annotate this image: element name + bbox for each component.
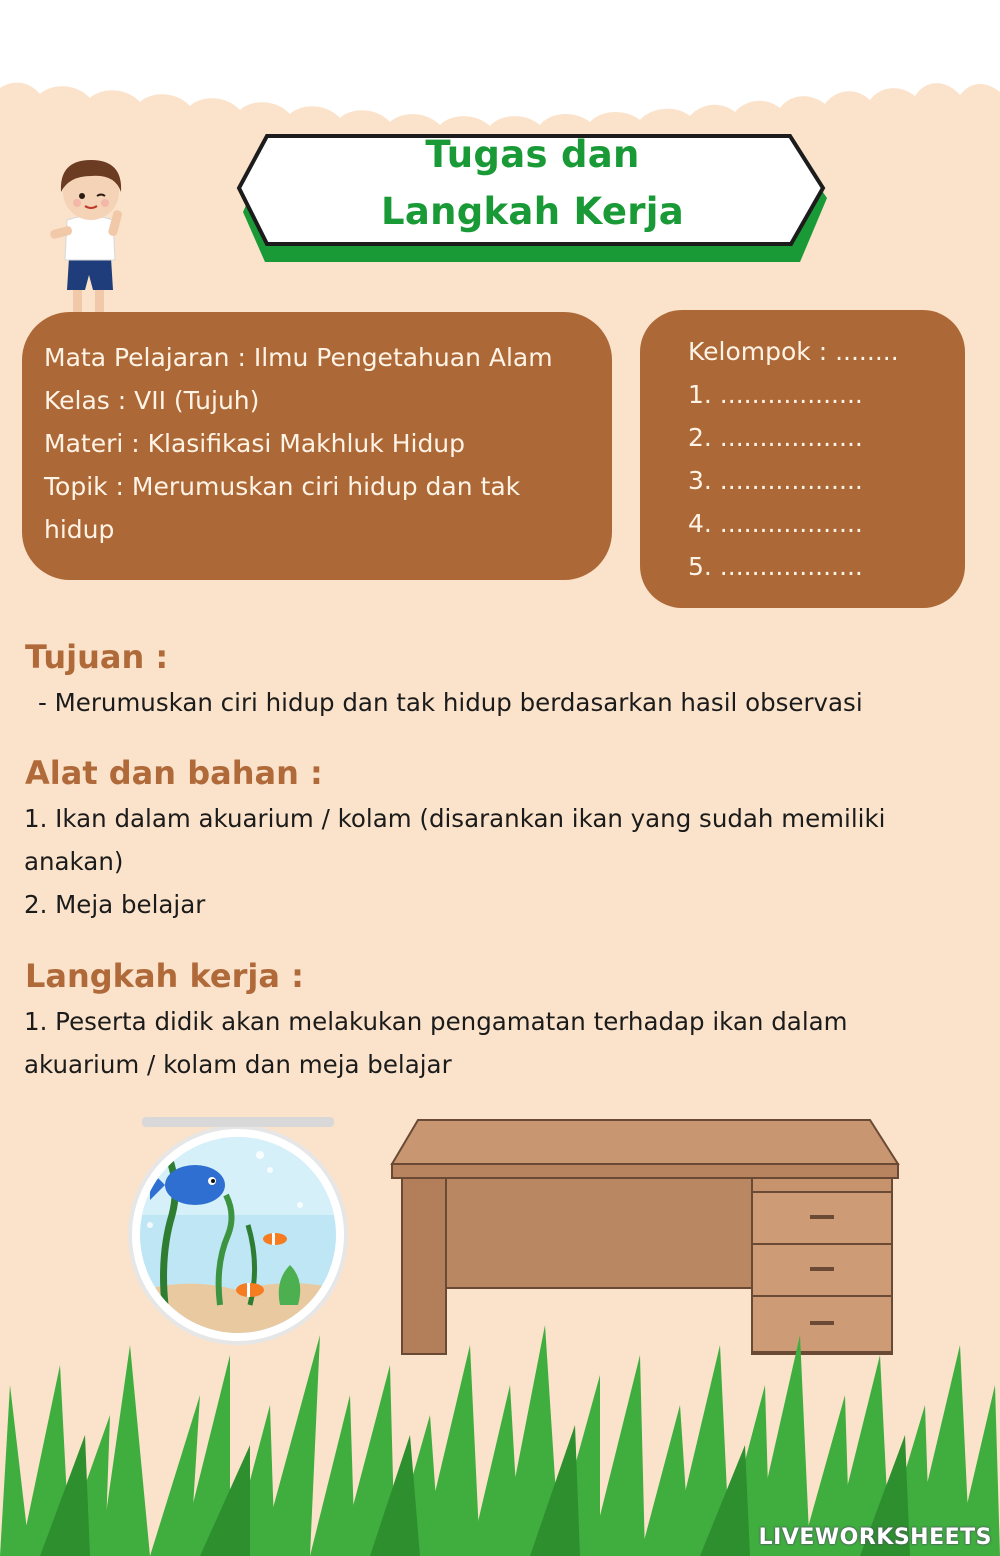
group-label: Kelompok : ........ [688,337,899,366]
topic-text-line1: Topik : Merumuskan ciri hidup dan tak [44,472,521,501]
materials-item-2: 2. Meja belajar [24,890,206,919]
goal-item: - Merumuskan ciri hidup dan tak hidup berdasarkan hasil observasi [38,688,863,717]
materials-heading: Alat dan bahan : [25,754,323,792]
cloud-border-icon [0,0,1000,140]
step-1-line1: 1. Peserta didik akan melakukan pengamatan terhadap ikan dalam [24,1007,848,1036]
class-text: Kelas : VII (Tujuh) [44,386,260,415]
group-member-1: 1. .................. [688,380,863,409]
step-1-line2: akuarium / kolam dan meja belajar [24,1050,452,1079]
steps-list [24,1000,984,1086]
group-box [640,310,965,608]
page-title-line2: Langkah Kerja [380,190,685,233]
goal-heading: Tujuan : [25,638,169,676]
fish-aquarium-icon [110,1115,365,1347]
materials-item-1-line2: anakan) [24,847,124,876]
watermark: LIVEWORKSHEETS [758,1525,992,1550]
group-member-3: 3. .................. [688,466,863,495]
page-title-line1: Tugas dan [425,133,640,176]
materials-list [24,797,984,926]
topic-text-line2: hidup [44,515,115,544]
subject-text: Mata Pelajaran : Ilmu Pengetahuan Alam [44,343,553,372]
boy-student-icon [45,150,140,335]
desk-icon [390,1112,900,1357]
steps-heading: Langkah kerja : [25,957,304,995]
material-text: Materi : Klasifikasi Makhluk Hidup [44,429,466,458]
group-member-5: 5. .................. [688,552,863,581]
lesson-info-box [22,312,612,580]
materials-item-1-line1: 1. Ikan dalam akuarium / kolam (disarankan ikan yang sudah memiliki [24,804,886,833]
group-member-4: 4. .................. [688,509,863,538]
group-member-2: 2. .................. [688,423,863,452]
grass-icon [0,1325,1000,1556]
